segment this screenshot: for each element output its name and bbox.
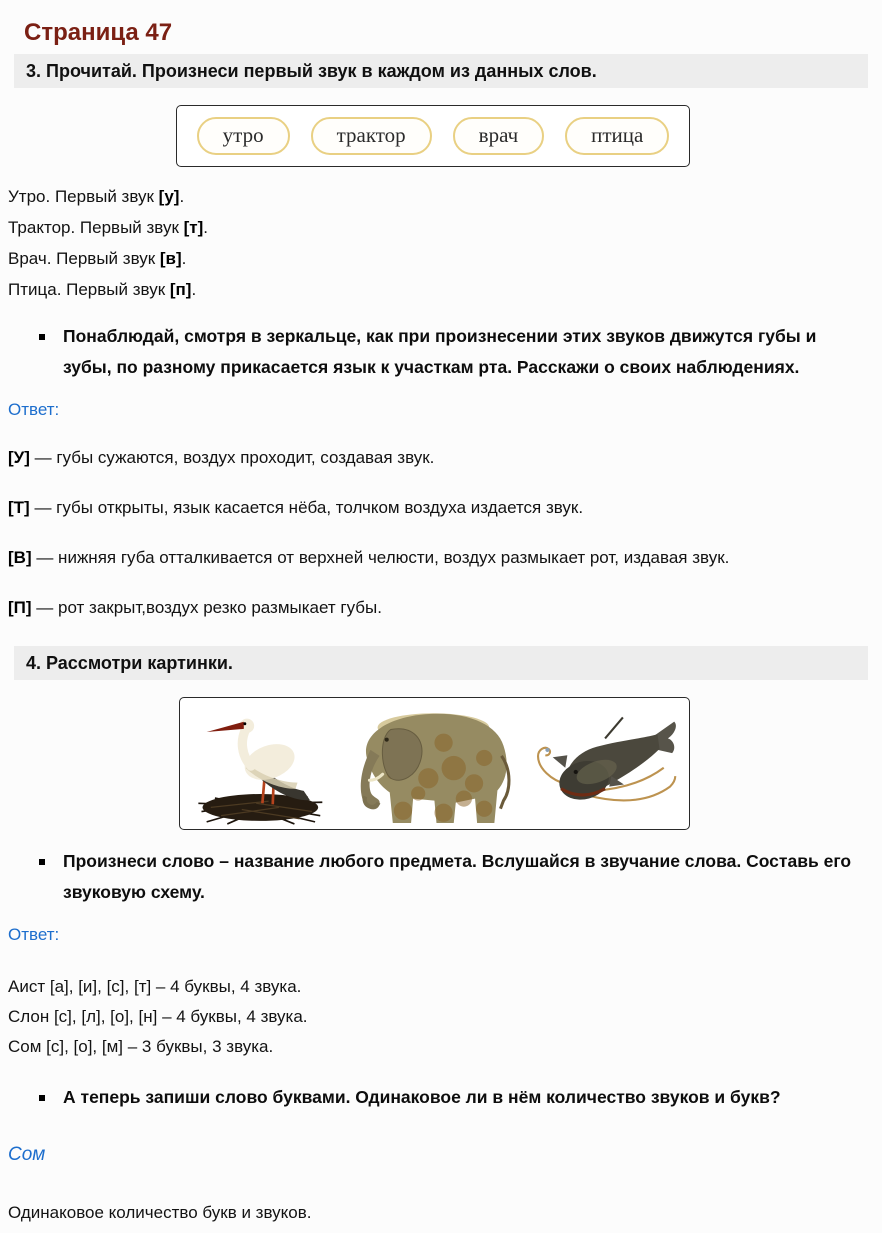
line-text: — нижняя губа отталкивается от верхней челюсти, воздух размыкает рот, издавая звук. [31, 548, 730, 567]
task4-pictures-box [179, 697, 690, 830]
first-sounds-block [0, 181, 882, 305]
line-text: . [191, 280, 197, 299]
first-sound-line [8, 212, 882, 243]
task3-answer-label: Ответ: [8, 400, 60, 419]
first-sound-line [8, 274, 882, 305]
conclusion-line: Одинаковое количество букв и звуков. [8, 1203, 312, 1222]
word-analysis-line: Сом [с], [о], [м] – 3 буквы, 3 звука. [8, 1037, 274, 1056]
word-answer: Сом [8, 1144, 46, 1165]
catfish-image [521, 707, 679, 817]
first-sound-line [8, 181, 882, 212]
word-pill-vrach: врач [453, 117, 544, 155]
line-text: Трактор. Первый звук [8, 218, 184, 237]
sound-bold: [т] [183, 218, 204, 237]
task4-bullet-2: А теперь запиши слово буквами. Одинаковое ли в нём количество звуков и букв? [36, 1082, 858, 1113]
task3-words-box [176, 105, 690, 167]
sound-bold: [В] [8, 548, 32, 567]
observation-line [8, 596, 882, 620]
stork-image [192, 700, 330, 826]
page-title: Страница 47 [24, 19, 173, 46]
sound-bold: [Т] [8, 498, 30, 517]
task4-answer-label: Ответ: [8, 925, 60, 944]
line-text: — губы сужаются, воздух проходит, создавая звук. [29, 448, 435, 467]
line-text: . [181, 249, 187, 268]
task4-header: 4. Рассмотри картинки. [14, 646, 868, 680]
word-analysis-line: Слон [с], [л], [о], [н] – 4 буквы, 4 звука. [8, 1007, 308, 1026]
sound-bold: [в] [159, 249, 182, 268]
observation-line [8, 496, 882, 520]
sound-bold: [П] [8, 598, 32, 617]
word-pill-utro: утро [197, 117, 290, 155]
task4-word-analysis [0, 972, 882, 1062]
task3-bullet: Понаблюдай, смотря в зеркальце, как при произнесении этих звуков движутся губы и зубы, по разному прикасается язык к участкам рта. Расскажи о своих наблюдениях. [36, 321, 858, 383]
sound-bold: [У] [8, 448, 30, 467]
observation-line [8, 446, 882, 470]
sound-bold: [у] [158, 187, 180, 206]
elephant-image [330, 697, 522, 827]
word-pill-ptitsa: птица [565, 117, 669, 155]
line-text: Утро. Первый звук [8, 187, 159, 206]
line-text: . [179, 187, 185, 206]
word-analysis-line: Аист [а], [и], [с], [т] – 4 буквы, 4 звука. [8, 977, 302, 996]
sound-bold: [п] [169, 280, 192, 299]
word-pill-traktor: трактор [311, 117, 432, 155]
line-text: . [203, 218, 209, 237]
task4-bullet: Произнеси слово – название любого предмета. Вслушайся в звучание слова. Составь его звуковую схему. [36, 846, 858, 908]
task3-observations [0, 446, 882, 620]
first-sound-line [8, 243, 882, 274]
line-text: Птица. Первый звук [8, 280, 170, 299]
observation-line [8, 546, 882, 570]
line-text: Врач. Первый звук [8, 249, 160, 268]
task3-header: 3. Прочитай. Произнеси первый звук в каждом из данных слов. [14, 54, 868, 88]
line-text: — губы открыты, язык касается нёба, толчком воздуха издается звук. [29, 498, 584, 517]
line-text: — рот закрыт,воздух резко размыкает губы. [31, 598, 382, 617]
